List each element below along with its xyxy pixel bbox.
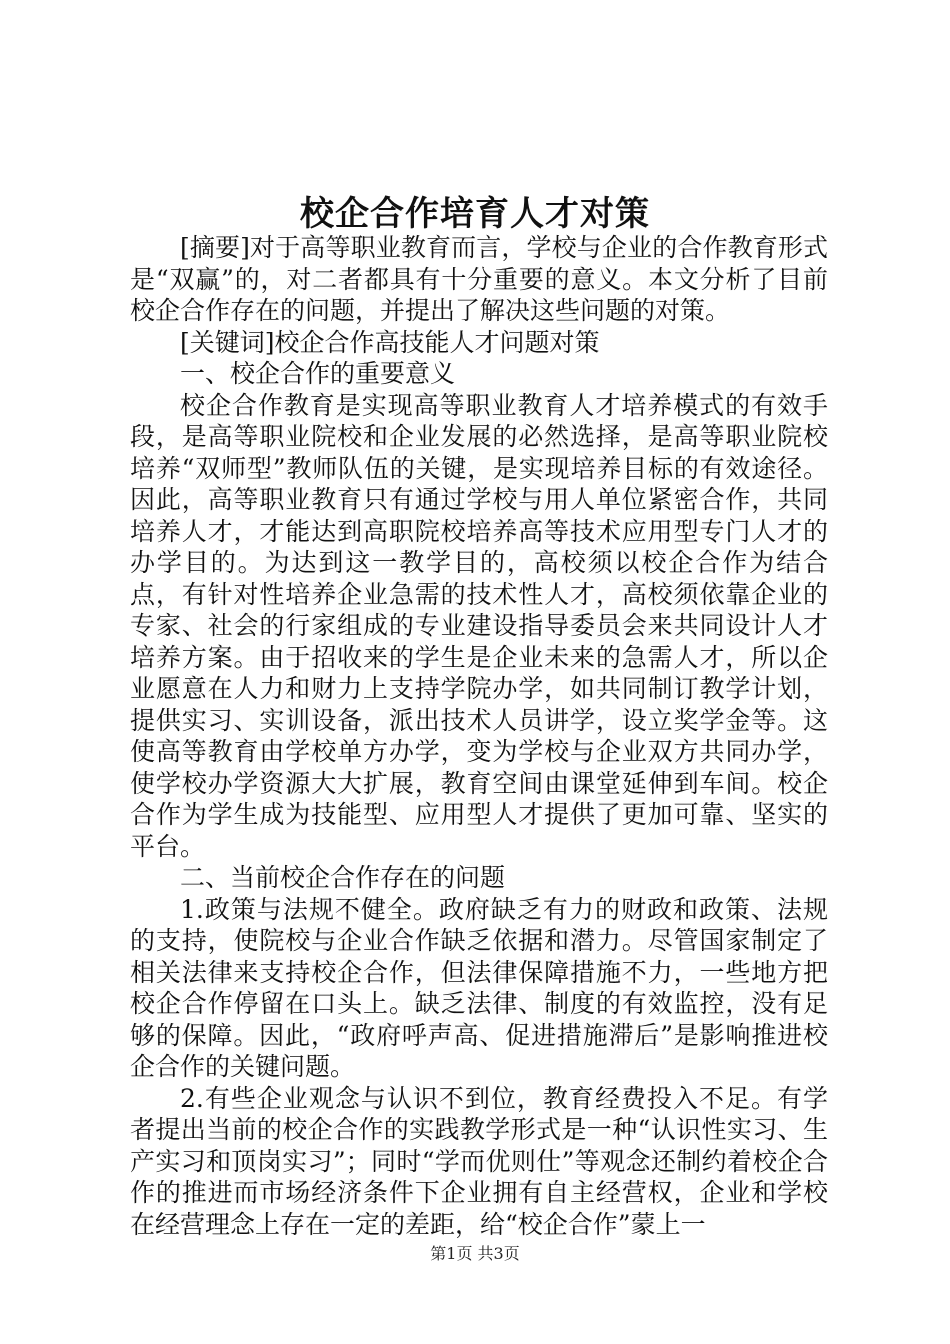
body-paragraph: 校企合作教育是实现高等职业教育人才培养模式的有效手段，是高等职业院校和企业发展的必然选择，是高等职业院校培养“双师型”教师队伍的关键，是实现培养目标的有效途径。因此，高等职业教育只有通过学校与用人单位紧密合作，共同培养人才，才能达到高职院校培养高等技术应用型专门人才的办学目的。为达到这一教学目的，高校须以校企合作为结合点，有针对性培养企业急需的技术性人才，高校须依靠企业的专家、社会的行家组成的专业建设指导委员会来共同设计人才培养方案。由于招收来的学生是企业未来的急需人才，所以企业愿意在人力和财力上支持学院办学，如共同制订教学计划，提供实习、实训设备，派出技术人员讲学，设立奖学金等。这使高等教育由学校单方办学，变为学校与企业双方共同办学，使学校办学资源大大扩展，教育空间由课堂延伸到车间。校企合作为学生成为技能型、应用型人才提供了更加可靠、坚实的平台。 bbox=[130, 390, 828, 861]
document-title: 校企合作培育人才对策 bbox=[300, 194, 650, 234]
body-paragraph: 2.有些企业观念与认识不到位，教育经费投入不足。有学者提出当前的校企合作的实践教学形式是一种“认识性实习、生产实习和顶岗实习”；同时“学而优则仕”等观念还制约着校企合作的推进而市场经济条件下企业拥有自主经营权，企业和学校在经营理念上存在一定的差距，给“校企合作”蒙上一 bbox=[130, 1083, 828, 1239]
body-paragraph: 1.政策与法规不健全。政府缺乏有力的财政和政策、法规的支持，使院校与企业合作缺乏依据和潜力。尽管国家制定了相关法律来支持校企合作，但法律保障措施不力，一些地方把校企合作停留在口头上。缺乏法律、制度的有效监控，没有足够的保障。因此，“政府呼声高、促进措施滞后”是影响推进校企合作的关键问题。 bbox=[130, 894, 828, 1081]
section-heading-2: 二、当前校企合作存在的问题 bbox=[180, 863, 506, 892]
abstract-paragraph: [摘要]对于高等职业教育而言，学校与企业的合作教育形式是“双赢”的，对二者都具有十分重要的意义。本文分析了目前校企合作存在的问题，并提出了解决这些问题的对策。 bbox=[130, 233, 828, 325]
keywords-paragraph: [关键词]校企合作高技能人才问题对策 bbox=[180, 327, 600, 357]
document-body bbox=[130, 232, 828, 1240]
section-heading-1: 一、校企合作的重要意义 bbox=[180, 359, 456, 388]
page-number-footer: 第1页 共3页 bbox=[430, 1244, 520, 1263]
